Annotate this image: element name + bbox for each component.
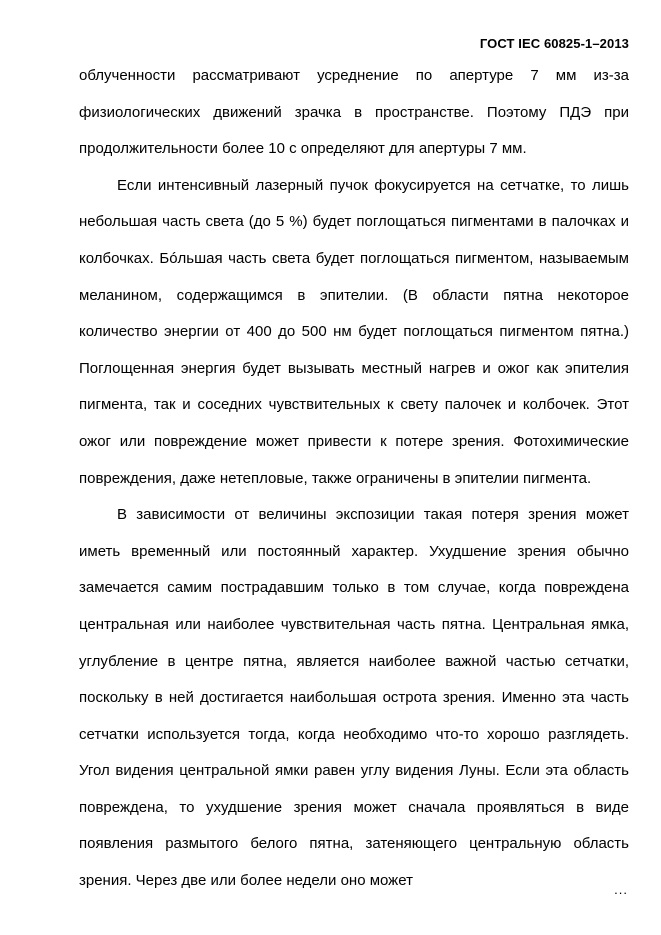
- body-text: [79, 58, 629, 900]
- paragraph-vision-loss: В зависимости от величины экспозиции такая потеря зрения может иметь временный или постоянный характер. Ухудшение зрения обычно замечается самим пострадавшим только в том случае, когда повреждена центральная или наиболее чувствительная часть пятна. Центральная ямка, углубление в центре пятна, является наиболее важной частью сетчатки, поскольку в ней достигается наибольшая острота зрения. Именно эта часть сетчатки используется тогда, когда необходимо что-то хорошо разглядеть. Угол видения центральной ямки равен углу видения Луны. Если эта область повреждена, то ухудшение зрения может сначала проявляться в виде появления размытого белого пятна, затеняющего центральную область зрения. Через две или более недели оно может: [79, 506, 629, 890]
- paragraph-retina-absorption: Если интенсивный лазерный пучок фокусируется на сетчатке, то лишь небольшая часть света (до 5 %) будет поглощаться пигментами в палочках и колбочках. Бóльшая часть света будет поглощаться пигментом, называемым меланином, содержащимся в эпителии. (В области пятна некоторое количество энергии от 400 до 500 нм будет поглощаться пигментом пятна.) Поглощенная энергия будет вызывать местный нагрев и ожог как эпителия пигмента, так и соседних чувствительных к свету палочек и колбочек. Этот ожог или повреждение может привести к потере зрения. Фотохимические повреждения, даже нетепловые, также ограничены в эпителии пигмента.: [79, 176, 629, 487]
- paragraph-continued: облученности рассматривают усреднение по апертуре 7 мм из-за физиологических движений зрачка в пространстве. Поэтому ПДЭ при продолжительности более 10 с определяют для апертуры 7 мм.: [79, 67, 629, 158]
- continuation-marker: ...: [614, 882, 628, 897]
- standard-designation: ГОСТ IEC 60825-1–2013: [479, 36, 629, 51]
